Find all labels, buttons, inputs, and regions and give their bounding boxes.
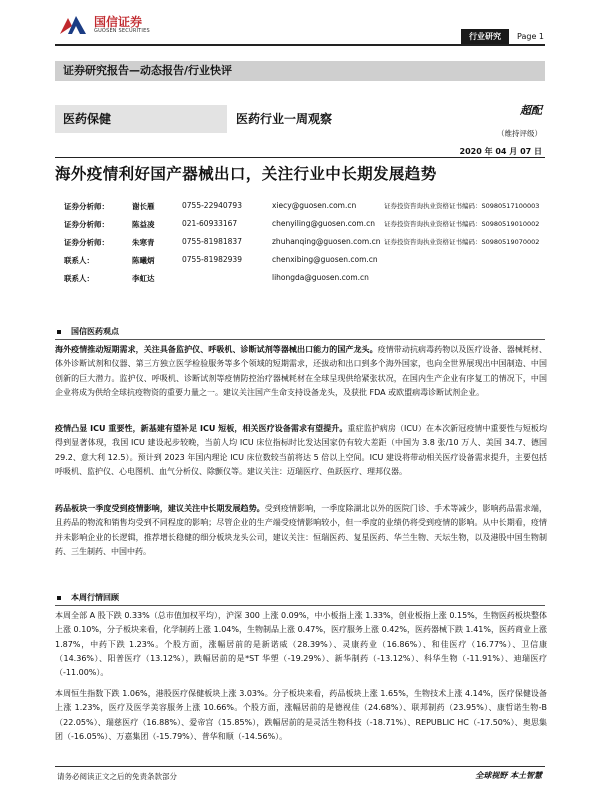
- paragraph-body: 疫情带动抗病毒药物以及医疗设备、器械耗材、体外诊断试剂和仪器、第三方独立医学检验服务等多个领域的短期需求，还拔动和出口到多个海外国家，也向全世界展现出中国制造、中国创新的巨大潜力。监护仪、呼吸机、诊断试剂等疫情防控治疗器械耗材在全球呈现供给紧张状况，在国内生产企业有序复工的情况下，中国企业将成为供给全球抗疫物资的重要力量之一。建议关注国产生命支持设备龙头，及获批 FDA 或欧盟病毒诊断试剂企业。: [55, 345, 548, 397]
- contact-role: 联系人：: [64, 274, 94, 283]
- contact-email: lihongda@guosen.com.cn: [272, 273, 369, 282]
- analyst-row: [64, 201, 564, 219]
- paragraph-icu: [55, 422, 547, 479]
- paragraph-export: [55, 343, 547, 400]
- rating-note: （维持评级）: [497, 129, 542, 138]
- analyst-name: 朱寒青: [132, 238, 155, 247]
- analyst-email: xiecy@guosen.com.cn: [272, 201, 357, 210]
- analyst-role: 证券分析师：: [64, 202, 109, 211]
- logo-name-cn: 国信证券: [94, 14, 143, 29]
- report-category-tag: 行业研究: [461, 29, 509, 44]
- analyst-role: 证券分析师：: [64, 238, 109, 247]
- footer-slogan: 全球视野 本土智慧: [475, 771, 542, 780]
- contact-phone: 0755-81982939: [182, 255, 242, 264]
- contact-row: [64, 255, 564, 273]
- header-rule: [55, 44, 545, 46]
- rating: 超配: [520, 104, 542, 117]
- analyst-cert: 证券投资咨询执业资格证书编码：S0980519070002: [384, 238, 540, 246]
- sector-label: 医药保健: [55, 105, 227, 133]
- logo-name-en: GUOSEN SECURITIES: [94, 27, 150, 34]
- paragraph-pharma: [55, 502, 547, 559]
- section-title-weekly: 本周行情回顾: [57, 592, 119, 603]
- analyst-phone: 0755-81981837: [182, 237, 242, 246]
- contact-row: [64, 273, 564, 291]
- analyst-email: chenyiling@guosen.com.cn: [272, 219, 375, 228]
- date-rule: [55, 157, 545, 158]
- analyst-row: [64, 219, 564, 237]
- analyst-name: 谢长雁: [132, 202, 155, 211]
- analyst-phone: 021-60933167: [182, 219, 238, 228]
- paragraph-hk: 本周恒生指数下跌 1.06%，港股医疗保健板块上涨 3.03%。分子板块来看，药品板块上涨 1.65%，生物技术上涨 4.14%，医疗保健设备上涨 1.23%，医疗及医学美容服务上涨 10.66%。个股方面，涨幅居前的是德视佳（24.68%）、联邦制药（23.95%）、康哲诺生物-B（22.05%）、瑞慈医疗（16.88%）、爱帝宫（15.85%），跌幅居前的是灵活生物科技（-18.71%）、REPUBLIC HC（-17.50%）、奥思集团（-16.05%）、万嘉集团（-15.79%）、普华和顺（-14.56%）。: [55, 689, 547, 741]
- paragraph-lead: 疫情凸显 ICU 重要性，新基建有望补足 ICU 短板，相关医疗设备需求有望提升。: [55, 424, 348, 433]
- paragraph-lead: 海外疫情推动短期需求，关注具备监护仪、呼吸机、诊断试剂等器械出口能力的国产龙头。: [55, 345, 378, 354]
- headline: 海外疫情利好国产器械出口，关注行业中长期发展趋势: [55, 165, 437, 183]
- paragraph-a-share: 本周全部 A 股下跌 0.33%（总市值加权平均），沪深 300 上涨 0.09%，中小板指上涨 1.33%，创业板指上涨 0.15%，生物医药板块整体上涨 0.10%，分子板块来看，化学制药上涨 1.04%，生物制品上涨 0.47%，医疗服务上涨 0.42%，医药器械下跌 1.41%，医药商业上涨 1.87%，中药下跌 1.23%。个股方面，涨幅居前的是新诺威（28.39%）、灵康药业（16.86%）、和佳医疗（16.77%）、卫信康（14.36%）、阳普医疗（13.12%），跌幅居前的是*ST 华塑（-19.29%）、新华制药（-13.12%）、科华生物（-11.91%）、迪瑞医疗（-11.00%）。: [55, 611, 547, 678]
- analyst-row: [64, 237, 564, 255]
- contact-role: 联系人：: [64, 256, 94, 265]
- contact-name: 陈曦炳: [132, 256, 155, 265]
- paragraph-body: 重症监护病房（ICU）在本次新冠疫情中重要性与短板均得到显著体现，我国 ICU 建设起步较晚，当前人均 ICU 床位指标时比发达国家仍有较大差距（中国为 3.8 张/10 万人、美国 34.7、德国 29.2、意大利 12.5）。预计到 2023 年国内理论 ICU 床位数较当前将达 5 倍以上空间。ICU 建设将带动相关医疗设备需求提升，主要包括呼吸机、监护仪、心电图机、血气分析仪、除颤仪等。建议关注：迈瑞医疗、鱼跃医疗、理邦仪器。: [55, 424, 547, 476]
- footer-rule: [55, 766, 545, 767]
- analyst-list: [64, 201, 564, 291]
- analyst-phone: 0755-22940793: [182, 201, 242, 210]
- square-bullet-icon: [57, 330, 61, 334]
- page-number: Page 1: [517, 32, 544, 41]
- section-rule: [55, 339, 545, 340]
- analyst-name: 陈益凌: [132, 220, 155, 229]
- report-type-banner: 证券研究报告—动态报告/行业快评: [55, 61, 545, 81]
- report-series-title: 医药行业一周观察: [236, 112, 333, 126]
- paragraph-lead: 药品板块一季度受到疫情影响，建议关注中长期发展趋势。: [55, 504, 265, 513]
- disclaimer-note: 请务必阅读正文之后的免责条款部分: [57, 772, 177, 781]
- analyst-role: 证券分析师：: [64, 220, 109, 229]
- analyst-email: zhuhanqing@guosen.com.cn: [272, 237, 381, 246]
- square-bullet-icon: [57, 596, 61, 600]
- paragraph-body: 受到疫情影响，一季度除湖北以外的医院门诊、手术等减少，影响药品需求端，且药品的物流和销售均受到不同程度的影响；尽管企业的生产端受疫情影响较小，但一季度的业绩仍将受到疫情的影响。从中长期看，疫情并未影响企业的长逻辑，推荐增长稳健的细分板块龙头公司，建议关注：恒瑞医药、复星医药、华兰生物、天坛生物，以及港股中国生物制药、三生制药、中国中药。: [55, 504, 547, 556]
- brand-logo: [58, 14, 150, 36]
- analyst-cert: 证券投资咨询执业资格证书编码：S0980517100003: [384, 202, 540, 210]
- header-meta: [461, 29, 544, 44]
- report-date: 2020 年 04 月 07 日: [459, 147, 542, 156]
- contact-name: 李虹达: [132, 274, 155, 283]
- analyst-cert: 证券投资咨询执业资格证书编码：S0980519010002: [384, 220, 540, 228]
- contact-email: chenxibing@guosen.com.cn: [272, 255, 378, 264]
- section-rule: [55, 605, 545, 606]
- section-title-view: 国信医药观点: [57, 326, 119, 337]
- guosen-logo-icon: [58, 14, 88, 36]
